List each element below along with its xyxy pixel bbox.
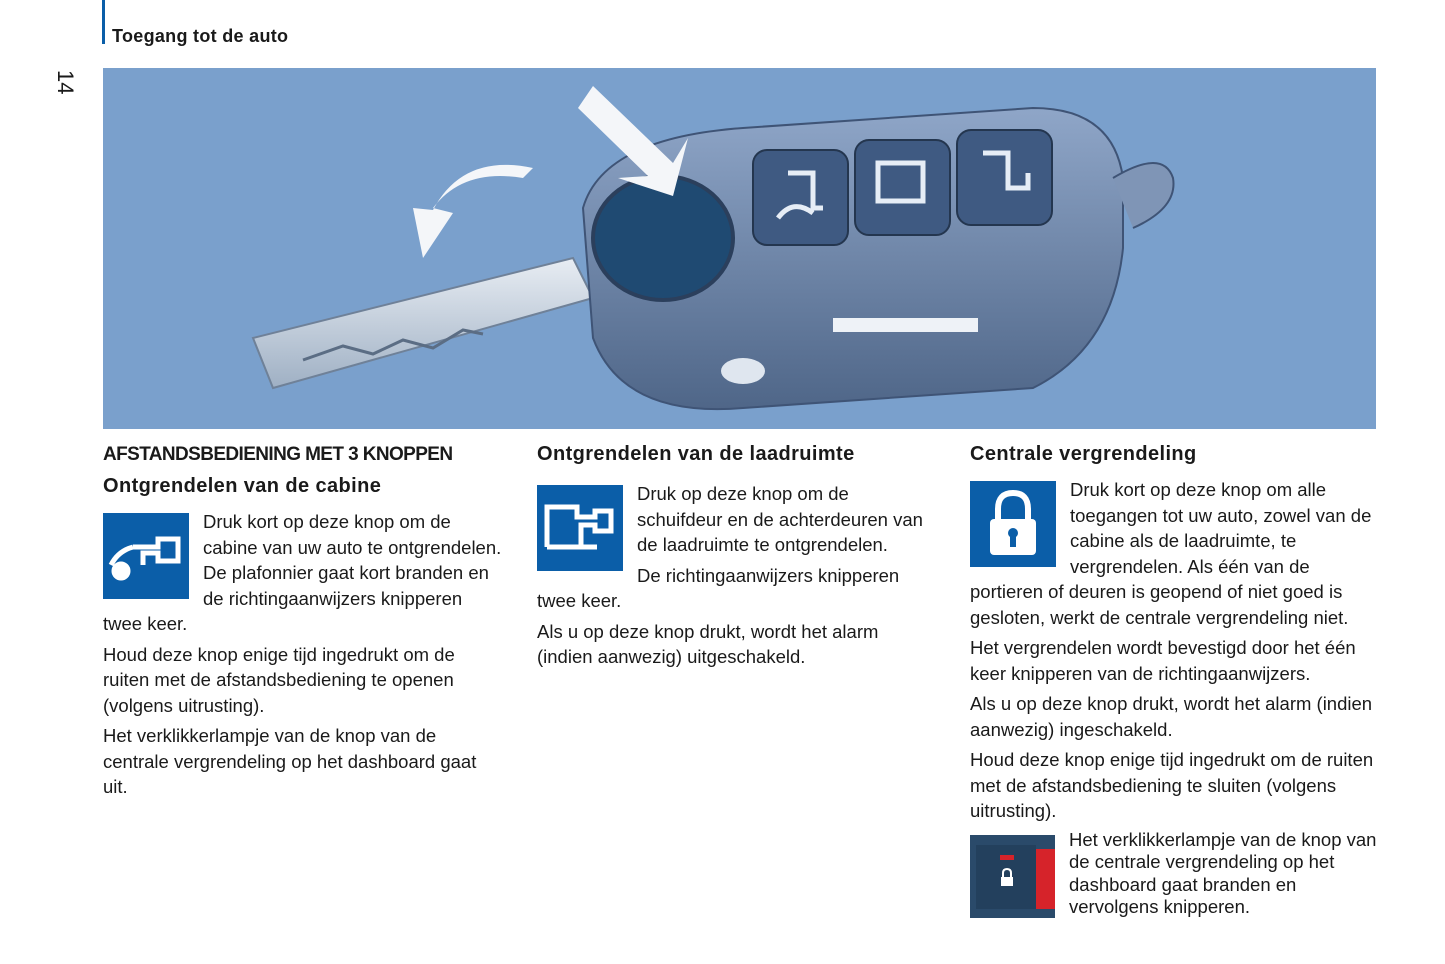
subheading-central-locking: Centrale vergrendeling — [970, 443, 1197, 465]
key-fob-illustration — [103, 68, 1376, 429]
cabin-unlock-icon — [103, 513, 189, 599]
column-central-locking — [970, 442, 1380, 924]
central-locking-intro: Druk kort op deze knop om alle toegangen tot uw auto, zowel van de cabine als de laadruimte, te vergrendelen. Als één van de portieren of deuren is geopend of niet goed is gesloten, werkt de centrale vergrendeling niet. — [970, 479, 1372, 628]
column-cabin — [103, 442, 503, 805]
cabin-paragraph-3: Het verklikkerlampje van de knop van de centrale vergrendeling op het dashboard gaat uit. — [103, 725, 477, 797]
subheading-cargo: Ontgrendelen van de laadruimte — [537, 443, 855, 465]
section-heading-remote: AFSTANDSBEDIENING MET 3 KNOPPEN — [103, 444, 453, 465]
dashboard-warning-lamp-icon — [970, 835, 1055, 918]
lock-icon — [970, 481, 1056, 567]
key-blade — [253, 258, 593, 388]
cargo-button — [957, 130, 1052, 225]
central-locking-paragraph-2: Het vergrendelen wordt bevestigd door het één keer knipperen van de richtingaanwijzers. — [970, 637, 1356, 684]
central-locking-paragraph-3: Als u op deze knop drukt, wordt het alarm (indien aanwezig) ingeschakeld. — [970, 693, 1373, 740]
subheading-cabin: Ontgrendelen van de cabine — [103, 475, 382, 497]
lock-button — [855, 140, 950, 235]
header-accent-bar — [102, 0, 105, 44]
cabin-intro: Druk kort op deze knop om de cabine van uw auto te ontgrendelen. De plafonnier gaat kort branden en de richtingaanwijzers knipperen twee keer. — [103, 511, 502, 634]
cargo-paragraph-3: Als u op deze knop drukt, wordt het alarm (indien aanwezig) uitgeschakeld. — [537, 620, 879, 667]
release-button — [593, 176, 733, 300]
central-locking-paragraph-5: Het verklikkerlampje van de knop van de centrale vergrendeling op het dashboard gaat branden en vervolgens knipperen. — [1069, 828, 1377, 917]
page-number: 14 — [53, 70, 78, 95]
rotate-arrow — [413, 165, 533, 258]
cargo-paragraph-2: De richtingaanwijzers knipperen twee keer. — [537, 564, 900, 611]
cargo-unlock-icon — [537, 485, 623, 571]
central-locking-paragraph-4: Houd deze knop enige tijd ingedrukt om de ruiten met de afstandsbediening te sluiten (volgens uitrusting). — [970, 749, 1374, 821]
cabin-paragraph-2: Houd deze knop enige tijd ingedrukt om de ruiten met de afstandsbediening te openen (volgens uitrusting). — [103, 643, 455, 716]
cabin-button — [753, 150, 848, 245]
column-cargo — [537, 442, 932, 675]
cargo-intro: Druk op deze knop om de schuifdeur en de achterdeuren van de laadruimte te ontgrendelen. — [637, 483, 923, 555]
page-section-title: Toegang tot de auto — [112, 26, 289, 46]
